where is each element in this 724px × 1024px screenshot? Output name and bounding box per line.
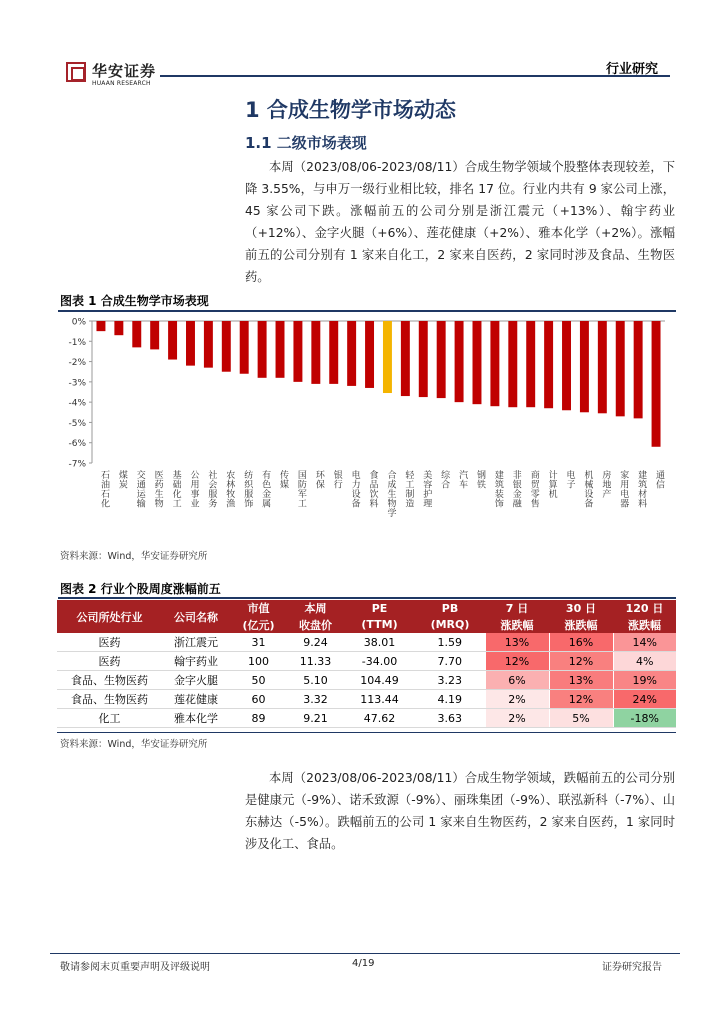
section-label: 行业研究 [605, 62, 658, 77]
bar [455, 321, 464, 402]
table-cell: 16% [549, 633, 613, 652]
x-tick-label: 房地产 [600, 470, 611, 499]
column-subheader: (亿元) [230, 617, 287, 634]
table-cell: 翰宇药业 [162, 652, 230, 671]
figure-1-caption: 图表 1 合成生物学市场表现 [60, 294, 209, 308]
x-tick-label: 电力设备 [349, 470, 360, 508]
table-bottom-rule [57, 732, 676, 733]
x-tick-label: 计算机 [546, 470, 557, 499]
x-tick-label: 汽车 [457, 470, 468, 489]
section-title: 1 合成生物学市场动态 [245, 98, 456, 122]
bar [401, 321, 410, 396]
table-cell: 5.10 [287, 671, 344, 690]
market-performance-chart [55, 312, 675, 537]
table-cell: 医药 [57, 652, 162, 671]
x-tick-label: 轻工制造 [403, 470, 414, 508]
bar [114, 321, 123, 335]
table-cell: 9.24 [287, 633, 344, 652]
x-tick-label: 电子 [564, 470, 575, 489]
bar [490, 321, 499, 406]
paragraph-1: 本周（2023/08/06-2023/08/11）合成生物学领域个股整体表现较差，下降 3.55%，与申万一级行业相比较，排名 17 位。行业内共有 9 家公司上涨，45 家公司下跌。涨幅前五的公司分别是浙江震元（+13%）、翰宇药业（+12%）、金字火腿（+6%）、莲花健康（+2%）、雅本化学（+2%）。涨幅前五的公司分别有 1 家来自化工，2 家来自医药，2 家同时涉及食品、生物医药。 [245, 160, 675, 284]
bar [222, 321, 231, 372]
page-number: 4/19 [352, 958, 375, 969]
column-subheader: 涨跌幅 [613, 617, 676, 634]
y-tick-label: -1% [68, 337, 86, 348]
column-header: 本周 [287, 600, 344, 617]
x-tick-label: 煤炭 [116, 470, 127, 489]
bar [168, 321, 177, 360]
bar [96, 321, 105, 331]
x-tick-label: 传媒 [278, 470, 289, 489]
table-cell: 89 [230, 709, 287, 728]
table-cell: 医药 [57, 633, 162, 652]
x-tick-label: 银行 [331, 470, 342, 489]
column-subheader: 涨跌幅 [485, 617, 549, 634]
table-cell: 7.70 [415, 652, 485, 671]
paragraph-2: 本周（2023/08/06-2023/08/11）合成生物学领域，跌幅前五的公司分别是健康元（-9%）、诺禾致源（-9%）、丽珠集团（-9%）、联泓新科（-7%）、山东赫达（-5%）。跌幅前五的公司 1 家来自生物医药，2 家来自医药，1 家同时涉及化工、食品。 [245, 771, 675, 851]
column-subheader: (TTM) [344, 617, 415, 634]
column-subheader: 收盘价 [287, 617, 344, 634]
logo-name: 华安证券 [92, 62, 157, 80]
table-cell: 6% [485, 671, 549, 690]
bar [616, 321, 625, 416]
table-cell: 13% [549, 671, 613, 690]
x-tick-label: 家用电器 [618, 470, 629, 508]
bar [580, 321, 589, 412]
column-header: 120 日 [613, 600, 676, 617]
table-row [57, 709, 676, 728]
bar [329, 321, 338, 384]
y-tick-label: -5% [68, 418, 86, 429]
table-cell: 100 [230, 652, 287, 671]
table-cell: 38.01 [344, 633, 415, 652]
x-tick-label: 基础化工 [170, 470, 181, 508]
bar [347, 321, 356, 386]
column-header: 30 日 [549, 600, 613, 617]
bar [526, 321, 535, 407]
table-cell: 3.63 [415, 709, 485, 728]
x-tick-label: 商贸零售 [528, 470, 539, 508]
table-cell: 3.23 [415, 671, 485, 690]
table-cell: 4.19 [415, 690, 485, 709]
table-cell: 12% [485, 652, 549, 671]
table-cell: 113.44 [344, 690, 415, 709]
table-cell: -18% [613, 709, 676, 728]
x-tick-label: 交通运输 [134, 470, 145, 508]
table-cell: 食品、生物医药 [57, 671, 162, 690]
table-cell: 104.49 [344, 671, 415, 690]
bar [473, 321, 482, 404]
column-header: 7 日 [485, 600, 549, 617]
table-cell: 12% [549, 652, 613, 671]
bar [276, 321, 285, 378]
bar [204, 321, 213, 368]
table-cell: 14% [613, 633, 676, 652]
table-cell: 雅本化学 [162, 709, 230, 728]
table-row [57, 633, 676, 652]
x-tick-label: 机械设备 [582, 470, 593, 508]
x-tick-label: 食品饮料 [367, 470, 378, 508]
figure-1-source: 资料来源：Wind，华安证券研究所 [60, 551, 208, 562]
x-tick-label: 建筑装饰 [492, 470, 503, 508]
subsection-title: 1.1 二级市场表现 [245, 134, 367, 152]
table-caption: 图表 2 行业个股周度涨幅前五 [60, 582, 221, 596]
logo-icon [66, 62, 86, 82]
bar [186, 321, 195, 366]
x-tick-label: 有色金属 [260, 470, 271, 508]
header-divider [160, 75, 670, 77]
bar [562, 321, 571, 410]
table-source: 资料来源：Wind，华安证券研究所 [60, 739, 208, 750]
table-cell: 浙江震元 [162, 633, 230, 652]
y-tick-label: -6% [68, 439, 86, 450]
table-cell: 4% [613, 652, 676, 671]
column-header: 市值 [230, 600, 287, 617]
x-tick-label: 环保 [313, 470, 324, 489]
table-cell: 47.62 [344, 709, 415, 728]
bar [508, 321, 517, 407]
table-cell: 12% [549, 690, 613, 709]
table-cell: 9.21 [287, 709, 344, 728]
bar [258, 321, 267, 378]
bar [652, 321, 661, 447]
bar [311, 321, 320, 384]
column-header: 公司所处行业 [57, 600, 162, 633]
y-tick-label: -4% [68, 398, 86, 409]
bar [383, 321, 392, 393]
x-tick-label: 社会服务 [206, 470, 217, 508]
table-cell: 11.33 [287, 652, 344, 671]
bar [419, 321, 428, 397]
column-subheader: 涨跌幅 [549, 617, 613, 634]
bar [150, 321, 159, 349]
table-cell: 60 [230, 690, 287, 709]
x-tick-label: 农林牧渔 [224, 470, 235, 508]
x-tick-label: 公用事业 [188, 470, 199, 508]
table-cell: -34.00 [344, 652, 415, 671]
bar [437, 321, 446, 398]
bar [544, 321, 553, 408]
bar [365, 321, 374, 388]
x-tick-label: 合成生物学 [385, 470, 396, 518]
column-header: 公司名称 [162, 600, 230, 633]
x-tick-label: 医药生物 [152, 470, 163, 508]
y-tick-label: -7% [68, 459, 86, 470]
footer-divider [50, 953, 680, 954]
column-header: PB [415, 600, 485, 617]
table-cell: 5% [549, 709, 613, 728]
x-tick-label: 综合 [439, 470, 450, 489]
table-cell: 13% [485, 633, 549, 652]
bar [598, 321, 607, 413]
table-cell: 食品、生物医药 [57, 690, 162, 709]
x-tick-label: 通信 [654, 470, 665, 489]
x-tick-label: 纺织服饰 [242, 470, 253, 508]
table-rule [58, 597, 676, 599]
table-row [57, 690, 676, 709]
y-tick-label: 0% [71, 317, 86, 328]
footer-disclaimer: 敬请参阅末页重要声明及评级说明 [60, 962, 210, 973]
top-gainers-table [57, 600, 676, 728]
bar [293, 321, 302, 382]
table-cell: 3.32 [287, 690, 344, 709]
table-row [57, 652, 676, 671]
table-cell: 金字火腿 [162, 671, 230, 690]
bar [634, 321, 643, 418]
y-tick-label: -3% [68, 378, 86, 389]
table-cell: 莲花健康 [162, 690, 230, 709]
x-tick-label: 建筑材料 [636, 470, 647, 508]
table-cell: 化工 [57, 709, 162, 728]
table-cell: 2% [485, 690, 549, 709]
x-tick-label: 国防军工 [295, 470, 306, 508]
table-cell: 31 [230, 633, 287, 652]
table-cell: 19% [613, 671, 676, 690]
bar [240, 321, 249, 374]
column-subheader: (MRQ) [415, 617, 485, 634]
x-tick-label: 非银金融 [510, 470, 521, 508]
table-row [57, 671, 676, 690]
y-tick-label: -2% [68, 358, 86, 369]
x-tick-label: 美容护理 [421, 470, 432, 508]
table-cell: 24% [613, 690, 676, 709]
bar [132, 321, 141, 347]
logo-subtitle: HUAAN RESEARCH [92, 80, 151, 87]
table-cell: 1.59 [415, 633, 485, 652]
footer-report-type: 证券研究报告 [602, 962, 662, 973]
column-header: PE [344, 600, 415, 617]
table-cell: 2% [485, 709, 549, 728]
x-tick-label: 石油石化 [98, 470, 109, 508]
table-cell: 50 [230, 671, 287, 690]
x-tick-label: 钢铁 [474, 470, 485, 489]
